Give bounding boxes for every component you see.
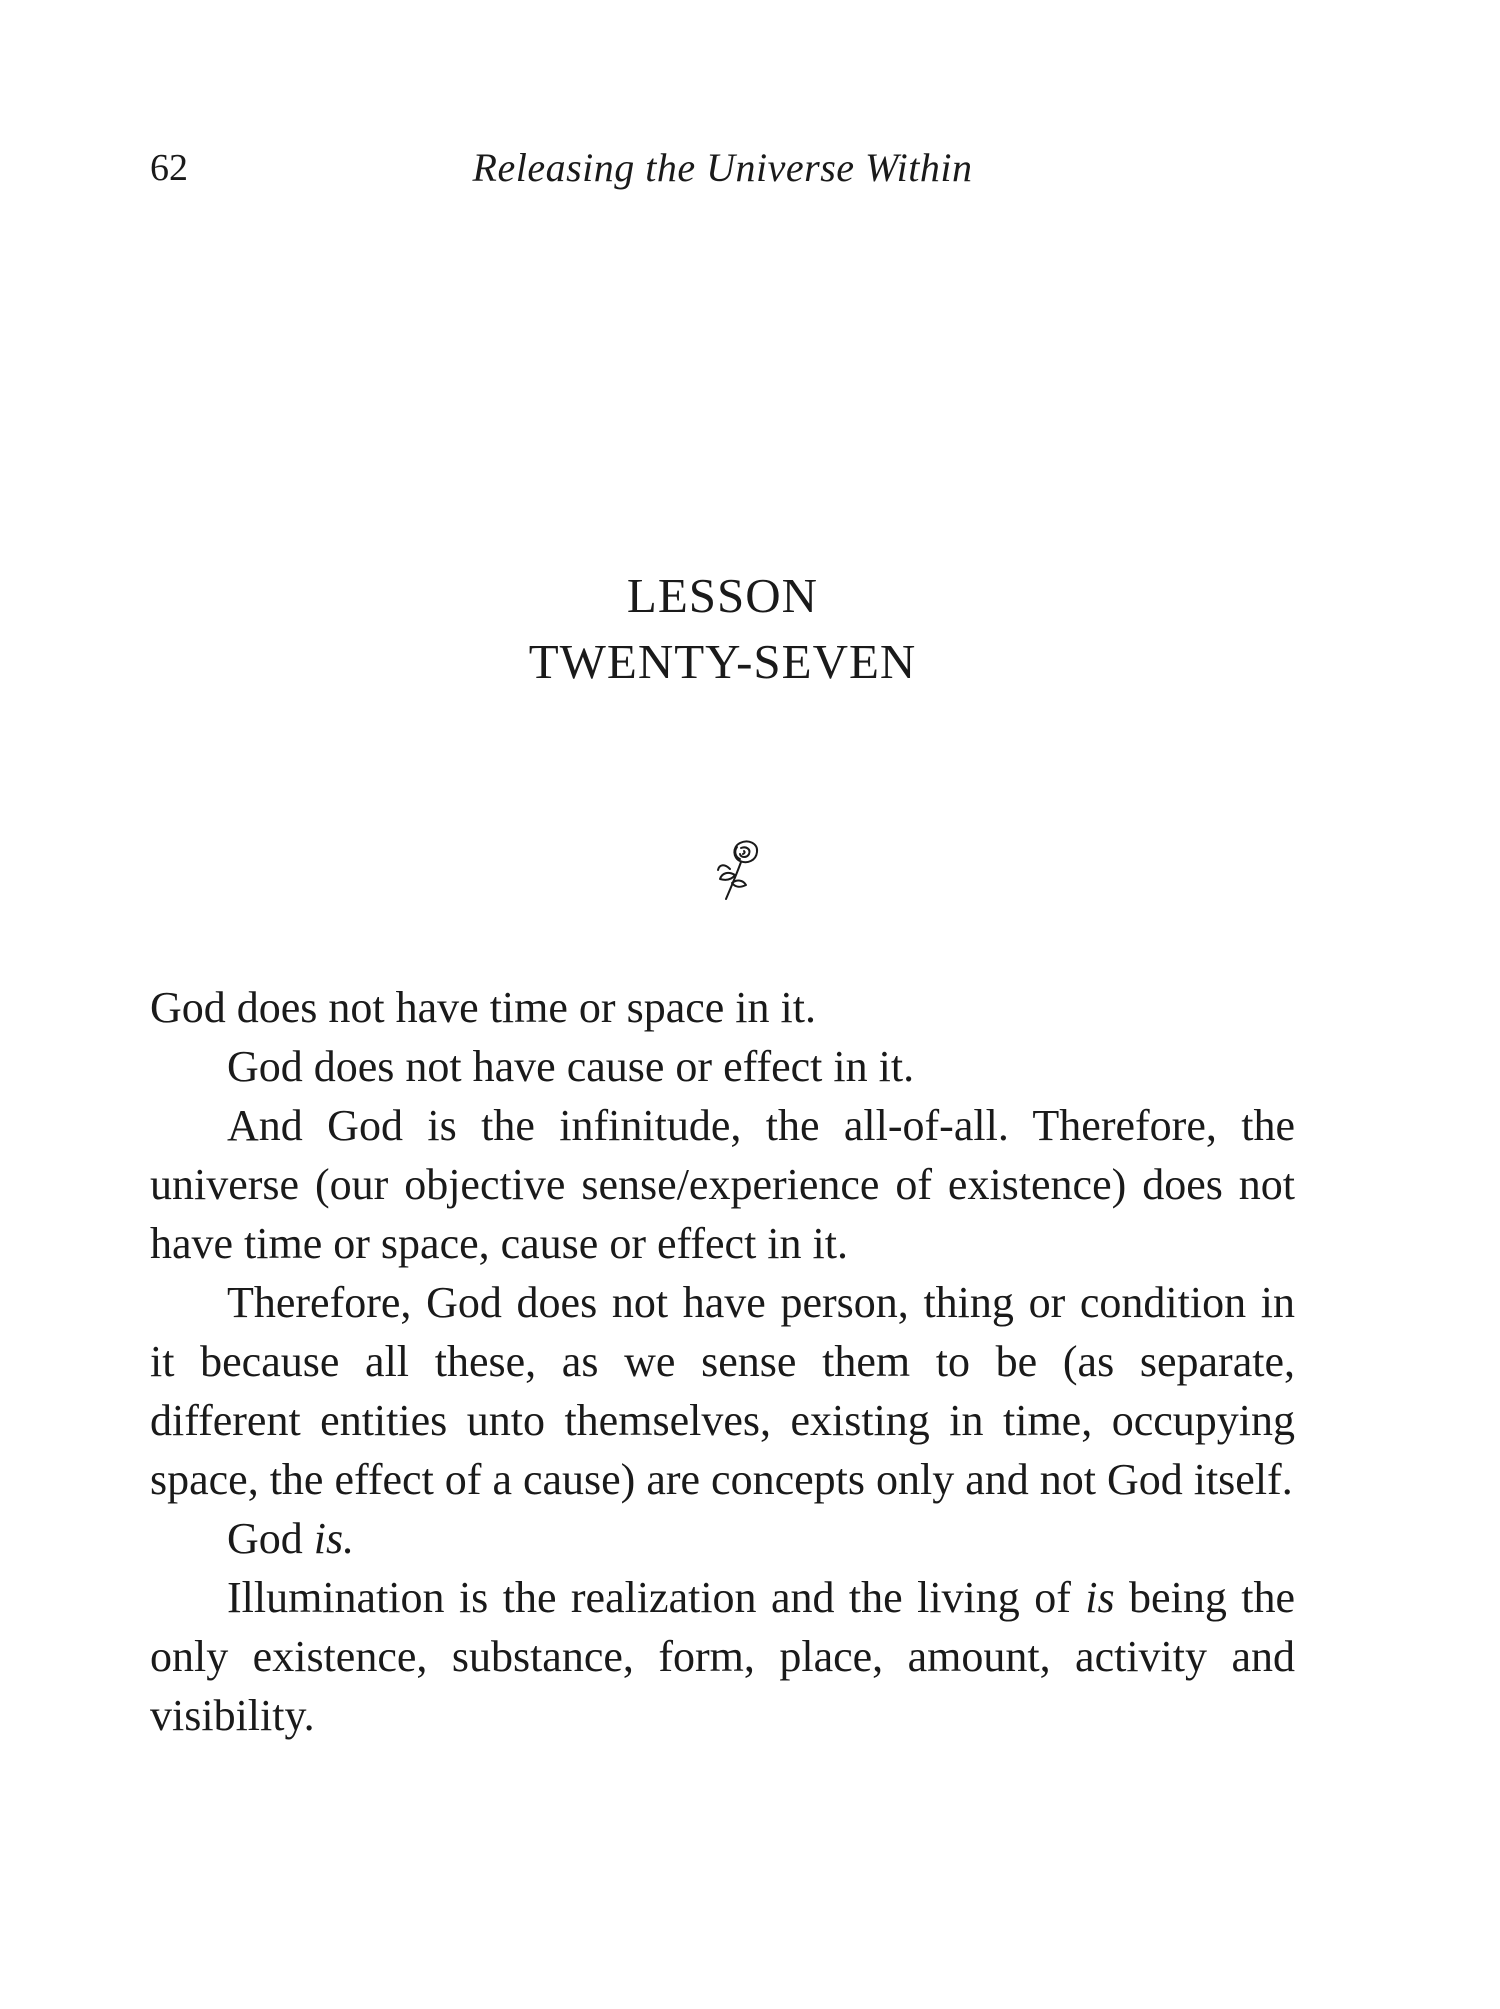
paragraph-5-emphasis: is.	[313, 1514, 355, 1563]
paragraph-6-emphasis: is	[1085, 1573, 1115, 1622]
paragraph-5-text: God	[227, 1514, 314, 1563]
lesson-title	[150, 563, 1295, 695]
paragraph-6-text-a: Illumination is the realization and the living of	[227, 1573, 1086, 1622]
paragraph-6	[150, 1568, 1295, 1745]
paragraph-3: And God is the infinitude, the all-of-all. Therefore, the universe (our objective sense/experience of existence) does not have time or space, cause or effect in it.	[150, 1101, 1295, 1268]
paragraph-6-text-b: being the only existence, substance, form, place, amount, activity and visibility.	[150, 1573, 1295, 1740]
paragraph-5	[150, 1509, 1295, 1568]
lesson-title-line-1: LESSON	[626, 568, 819, 623]
page-number: 62	[150, 147, 188, 189]
paragraph-1: God does not have time or space in it.	[150, 983, 816, 1032]
paragraph-4: Therefore, God does not have person, thing or condition in it because all these, as we sense them to be (as separate, different entities unto themselves, existing in time, occupying space, the effect of a cause) are concepts only and not God itself.	[150, 1278, 1295, 1504]
rose-flower-icon	[710, 835, 770, 905]
paragraph-2: God does not have cause or effect in it.	[227, 1042, 915, 1091]
running-head: Releasing the Universe Within	[472, 145, 973, 190]
lesson-title-line-2: TWENTY-SEVEN	[528, 634, 917, 689]
body-text	[150, 978, 1295, 1745]
